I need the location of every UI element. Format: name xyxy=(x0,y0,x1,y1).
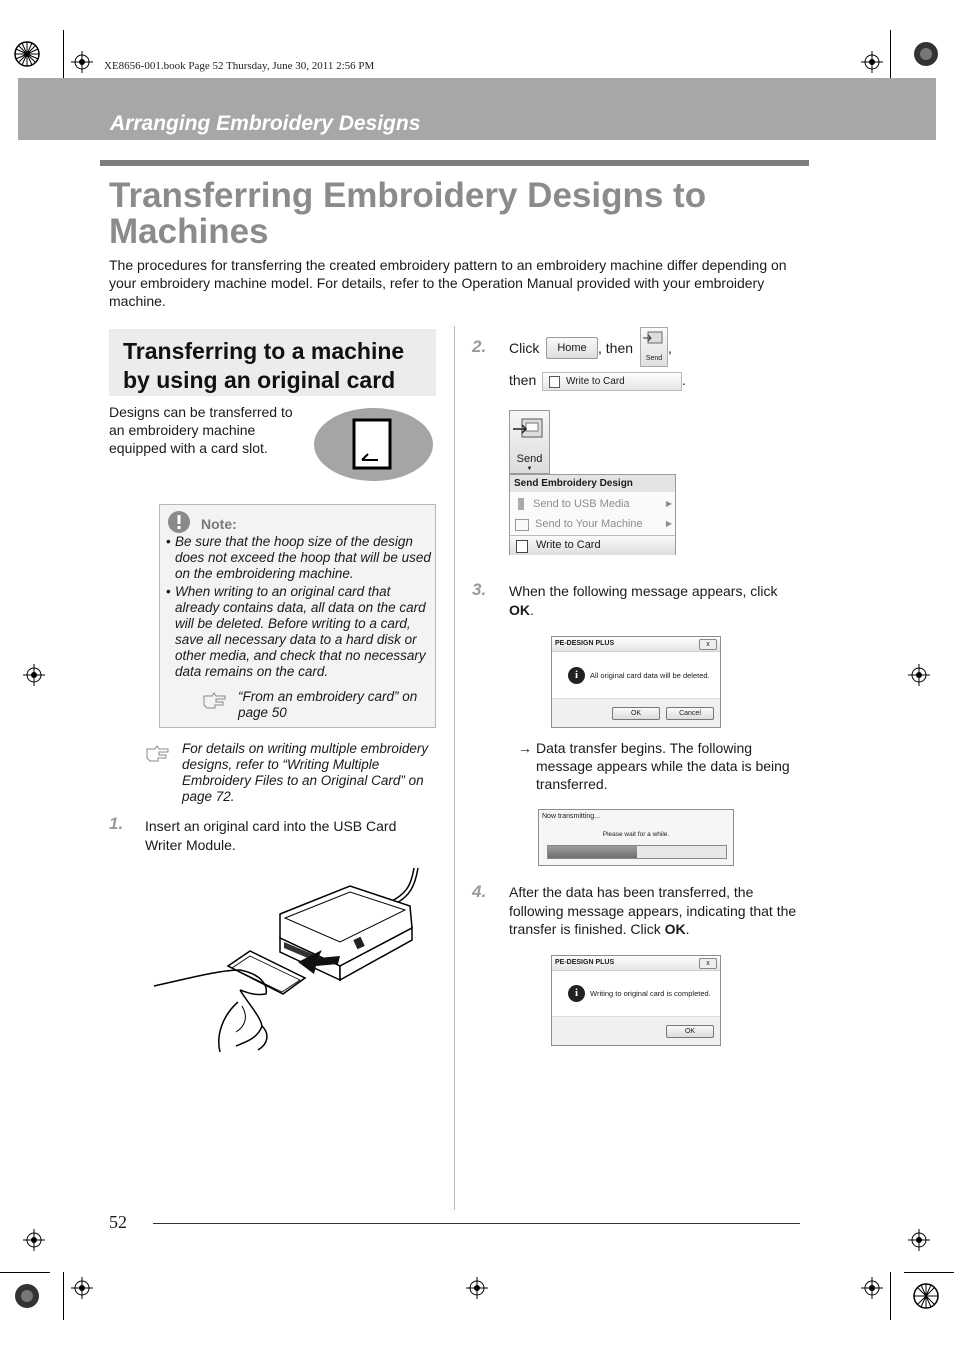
step-2-then2-text: then xyxy=(509,372,537,388)
note-item-2: When writing to an original card that already contains data, all data on the card will be deleted. Before writing to a card, save all necessary data to a hard disk or other media, and check that no necessary data remains on the card. xyxy=(175,584,426,679)
registration-mark xyxy=(861,51,883,73)
result-text: Data transfer begins. The following message appears while the data is being transferred. xyxy=(536,740,790,792)
machine-icon xyxy=(515,519,529,531)
card-write-icon xyxy=(549,376,560,388)
menu-item-write-to-card[interactable] xyxy=(510,535,675,555)
registration-mark xyxy=(71,1277,93,1299)
step-2-comma-text: , xyxy=(668,340,672,356)
menu-item-label: Send to Your Machine xyxy=(535,518,643,530)
write-to-card-label: Write to Card xyxy=(566,376,625,387)
submenu-arrow-icon: ▶ xyxy=(665,519,672,528)
menu-item-label: Write to Card xyxy=(536,539,601,551)
print-info: XE8656-001.book Page 52 Thursday, June 30, 2011 2:56 PM xyxy=(104,60,375,72)
send-button-large-label: Send xyxy=(516,453,543,465)
section-lead: Designs can be transferred to an embroidery machine equipped with a card slot. xyxy=(109,404,293,456)
registration-mark xyxy=(466,1277,488,1299)
step-4-period: . xyxy=(685,921,690,937)
memory-card-icon xyxy=(352,418,392,470)
registration-mark xyxy=(71,51,93,73)
send-button-small-label: Send xyxy=(645,355,663,362)
result-arrow: → xyxy=(518,740,532,756)
progress-title: Now transmitting... xyxy=(542,813,600,820)
progress-message: Please wait for a while. xyxy=(602,831,670,838)
bullet: • xyxy=(166,584,171,599)
registration-mark xyxy=(23,1229,45,1251)
dialog-message: All original card data will be deleted. xyxy=(590,671,710,680)
ok-button[interactable]: OK xyxy=(612,707,660,720)
dialog-close-button[interactable]: x xyxy=(699,639,717,650)
delete-warning-dialog xyxy=(551,636,721,728)
note-label: Note: xyxy=(201,516,237,532)
crop-mark xyxy=(890,1272,891,1320)
step-1-text: Insert an original card into the USB Card Writer Module. xyxy=(145,818,397,853)
step-4-instruction: After the data has been transferred, the following message appears, indicating that the transfer is finished. Click xyxy=(509,884,797,937)
page-number: 52 xyxy=(109,1212,127,1232)
submenu-arrow-icon: ▶ xyxy=(665,499,672,508)
color-target-mark xyxy=(913,41,939,67)
ok-button[interactable]: OK xyxy=(666,1025,714,1038)
pointing-hand-icon xyxy=(203,692,227,710)
step-3-text xyxy=(509,582,799,620)
crop-mark xyxy=(890,30,891,78)
title-rule xyxy=(100,160,809,166)
step-4-text xyxy=(509,883,801,939)
registration-mark xyxy=(861,1277,883,1299)
menu-item-send-to-machine[interactable] xyxy=(510,514,675,534)
step-4-ok-label: OK xyxy=(664,921,686,937)
card-write-icon xyxy=(516,540,528,553)
registration-mark xyxy=(23,664,45,686)
bullet: • xyxy=(166,534,171,549)
dialog-footer xyxy=(552,698,720,727)
dialog-title: PE-DESIGN PLUS xyxy=(552,956,720,971)
crop-mark xyxy=(0,1272,50,1273)
color-target-mark xyxy=(913,1283,939,1309)
step-3-period: . xyxy=(530,602,534,618)
dialog-close-button[interactable]: x xyxy=(699,958,717,969)
cancel-button[interactable]: Cancel xyxy=(666,707,714,720)
step-2-number: 2. xyxy=(472,337,487,356)
step-2-then-text: , then xyxy=(598,340,634,356)
note-item-1: Be sure that the hoop size of the design does not exceed the hoop that will be used on the embroidering machine. xyxy=(175,534,431,581)
intro-paragraph: The procedures for transferring the created embroidery pattern to an embroidery machine differ depending on your embroidery machine model. For details, refer to the Operation Manual provided with your embroidery machine. xyxy=(109,257,787,309)
dropdown-arrow-icon: ▼ xyxy=(526,466,533,472)
footer-rule xyxy=(153,1223,800,1224)
note-reference-link[interactable]: “From an embroidery card” on page 50 xyxy=(238,689,418,720)
crop-mark xyxy=(63,1272,64,1320)
home-tab-button[interactable]: Home xyxy=(546,337,598,359)
column-divider xyxy=(454,326,455,1210)
step-4-number: 4. xyxy=(472,882,487,901)
send-icon xyxy=(510,411,549,447)
menu-item-send-to-usb[interactable] xyxy=(510,494,675,514)
send-icon xyxy=(641,328,667,350)
send-dropdown-menu xyxy=(509,474,676,555)
step-3-instruction: When the following message appears, click xyxy=(509,583,778,599)
write-to-card-command[interactable] xyxy=(542,372,682,391)
section-title: Transferring to a machine by using an original card xyxy=(123,338,405,393)
exclamation-icon xyxy=(167,510,191,534)
step-3-number: 3. xyxy=(472,580,487,599)
color-target-mark xyxy=(14,41,40,67)
send-button-large[interactable] xyxy=(509,410,550,474)
registration-mark xyxy=(908,1229,930,1251)
step-2-period-text: . xyxy=(682,372,686,388)
header-section-title: Arranging Embroidery Designs xyxy=(110,112,421,135)
multiple-files-reference-link[interactable]: For details on writing multiple embroidery designs, refer to “Writing Multiple Embroidery Files to an Original Card” on page 72. xyxy=(182,741,429,804)
send-button-small[interactable] xyxy=(640,327,668,367)
dialog-title: PE-DESIGN PLUS xyxy=(552,637,720,652)
dialog-message: Writing to original card is completed. xyxy=(590,989,711,998)
card-reader-illustration xyxy=(150,866,425,1052)
pointing-hand-icon xyxy=(146,745,170,763)
crop-mark xyxy=(63,30,64,78)
progress-bar-fill xyxy=(548,846,637,858)
step-3-ok-label: OK xyxy=(509,602,530,618)
color-target-mark xyxy=(14,1283,40,1309)
transmitting-dialog xyxy=(538,809,734,866)
step-2-click-text: Click xyxy=(509,340,540,356)
info-icon: i xyxy=(568,985,585,1002)
step-1-number: 1. xyxy=(109,814,124,833)
info-icon: i xyxy=(568,667,585,684)
completion-dialog xyxy=(551,955,721,1046)
usb-icon xyxy=(518,498,524,510)
crop-mark xyxy=(904,1272,954,1273)
registration-mark xyxy=(908,664,930,686)
progress-bar xyxy=(547,845,727,859)
menu-header: Send Embroidery Design xyxy=(510,475,675,492)
page-title: Transferring Embroidery Designs to Machines xyxy=(109,176,707,251)
menu-item-label: Send to USB Media xyxy=(533,498,630,510)
dialog-footer xyxy=(552,1016,720,1045)
